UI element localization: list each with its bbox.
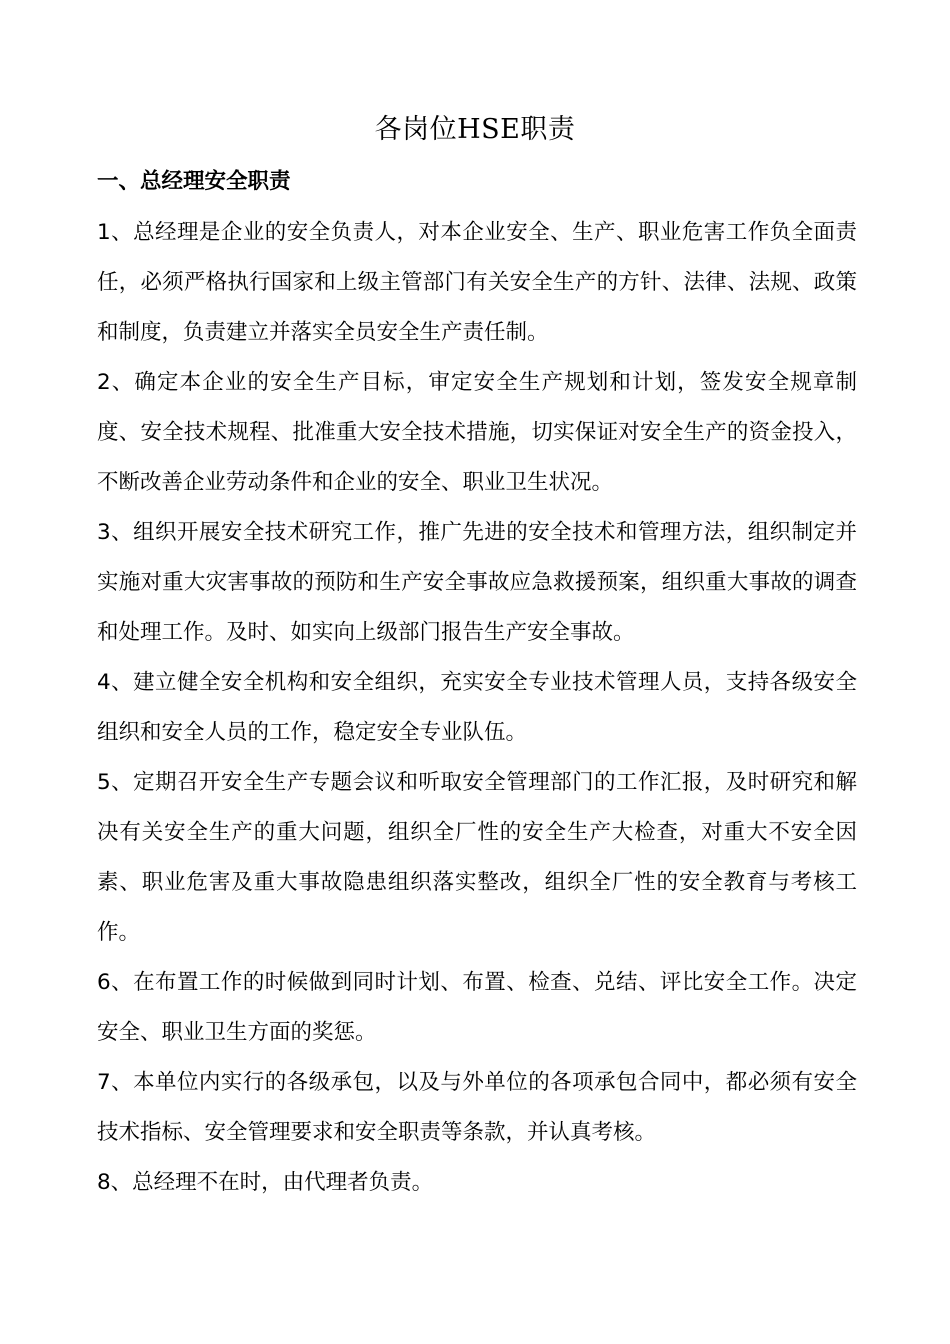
paragraph-1: 1、总经理是企业的安全负责人，对本企业安全、生产、职业危害工作负全面责任，必须严格执行国家和上级主管部门有关安全生产的方针、法律、法规、政策和制度，负责建立并落实全员安全生产责任制。: [97, 220, 857, 345]
paragraph-4: 4、建立健全安全机构和安全组织，充实安全专业技术管理人员，支持各级安全组织和安全人员的工作，稳定安全专业队伍。: [97, 670, 857, 745]
paragraph-5: 5、定期召开安全生产专题会议和听取安全管理部门的工作汇报，及时研究和解决有关安全生产的重大问题，组织全厂性的安全生产大检查，对重大不安全因素、职业危害及重大事故隐患组织落实整改，组织全厂性的安全教育与考核工作。: [97, 770, 857, 945]
paragraph-8: 8、总经理不在时，由代理者负责。: [97, 1170, 434, 1195]
paragraph-6: 6、在布置工作的时候做到同时计划、布置、检查、兑结、评比安全工作。决定安全、职业卫生方面的奖惩。: [97, 970, 857, 1045]
section-heading: 一、总经理安全职责: [97, 169, 291, 194]
paragraph-3: 3、组织开展安全技术研究工作，推广先进的安全技术和管理方法，组织制定并实施对重大灾害事故的预防和生产安全事故应急救援预案，组织重大事故的调查和处理工作。及时、如实向上级部门报告生产安全事故。: [97, 520, 857, 645]
paragraph-7: 7、本单位内实行的各级承包，以及与外单位的各项承包合同中，都必须有安全技术指标、安全管理要求和安全职责等条款，并认真考核。: [97, 1070, 857, 1145]
document-title: 各岗位HSE职责: [374, 114, 576, 145]
paragraph-2: 2、确定本企业的安全生产目标，审定安全生产规划和计划，签发安全规章制度、安全技术规程、批准重大安全技术措施，切实保证对安全生产的资金投入，不断改善企业劳动条件和企业的安全、职业卫生状况。: [97, 370, 857, 495]
